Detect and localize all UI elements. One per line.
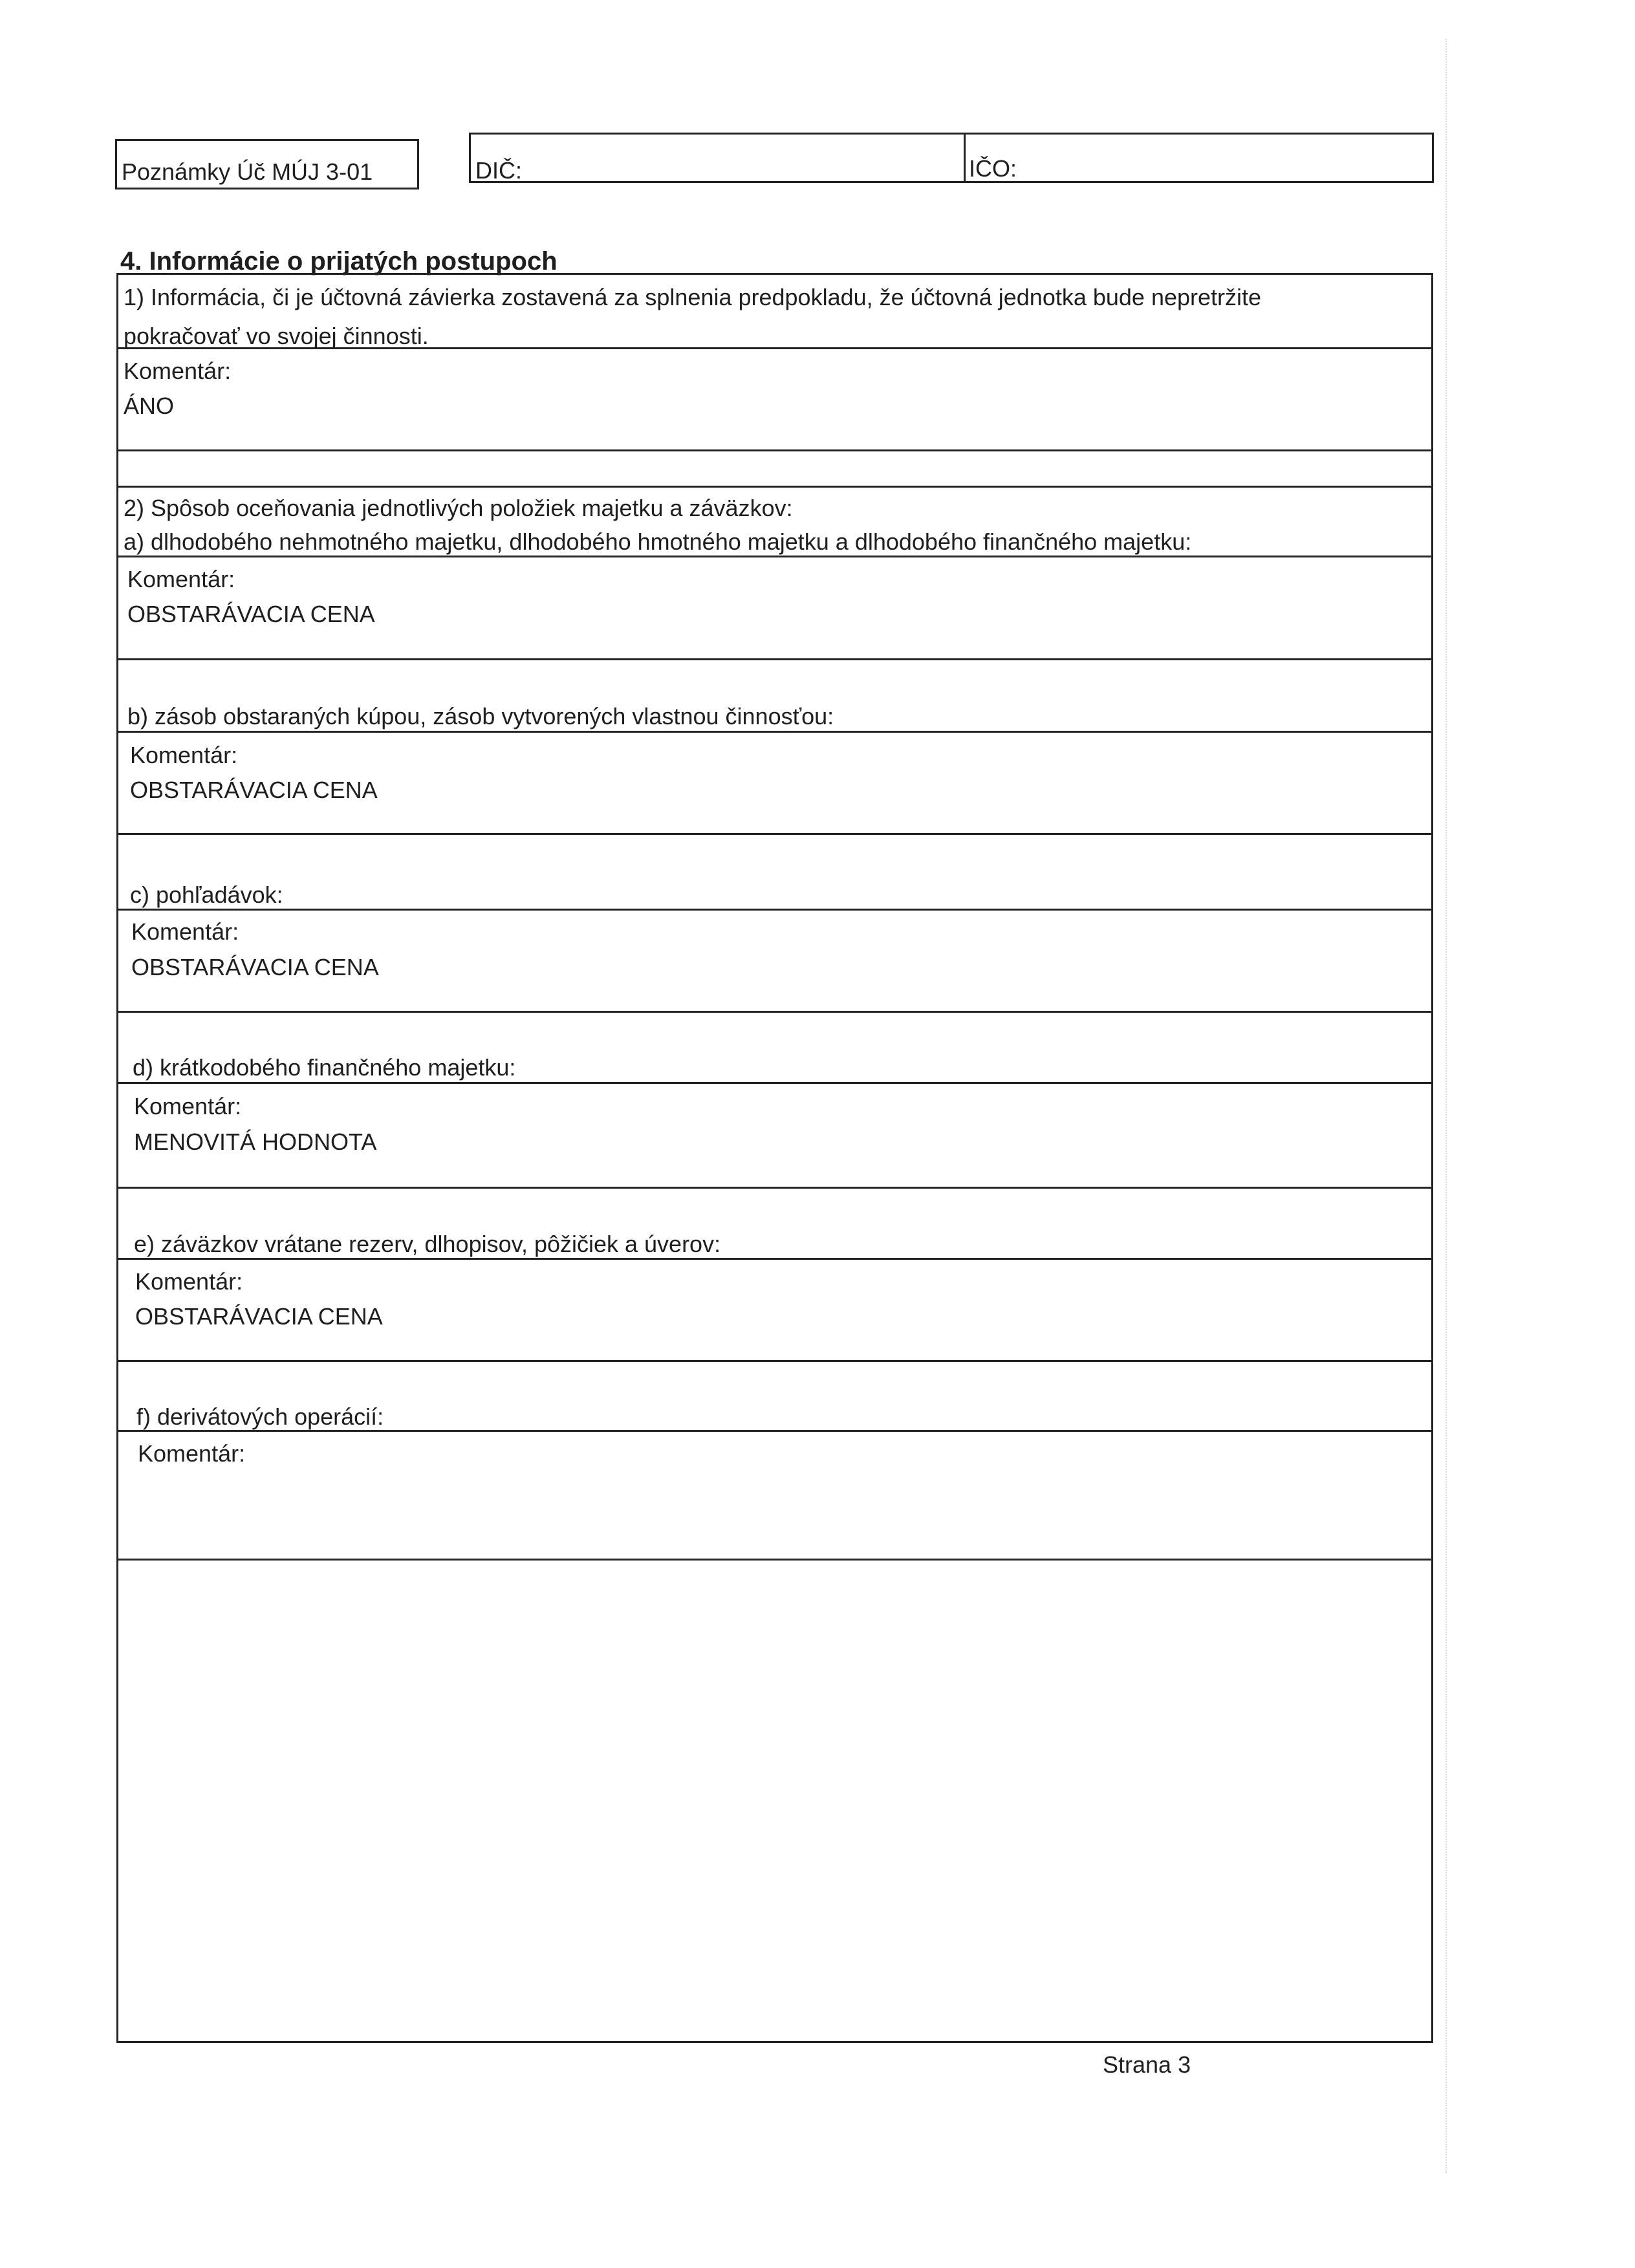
accounting-policies-form [116, 273, 1433, 2043]
q2-item-c-comment-label: Komentár: [131, 918, 239, 945]
q2-item-b-comment-label: Komentár: [130, 742, 238, 768]
q2-item-c-answer: OBSTARÁVACIA CENA [131, 954, 379, 980]
dic-ico-divider [964, 133, 966, 183]
divider [118, 909, 1431, 911]
dic-ico-box [469, 133, 1434, 183]
divider [118, 1559, 1431, 1561]
divider [118, 1082, 1431, 1084]
q2-item-e-label: e) záväzkov vrátane rezerv, dlhopisov, pôžičiek a úverov: [134, 1231, 721, 1257]
q2-item-b-answer: OBSTARÁVACIA CENA [130, 777, 378, 803]
q2-item-e-comment-label: Komentár: [135, 1268, 243, 1295]
divider [118, 833, 1431, 835]
q1-line2: pokračovať vo svojej činnosti. [124, 323, 429, 349]
divider [118, 556, 1431, 557]
q2-item-a-comment-label: Komentár: [127, 566, 235, 592]
q2-item-c-label: c) pohľadávok: [130, 881, 283, 908]
q2-item-f-label: f) derivátových operácií: [136, 1403, 384, 1430]
q1-line1: 1) Informácia, či je účtovná závierka zostavená za splnenia predpokladu, že účtovná jednotka bude nepretržite [124, 284, 1262, 310]
q1-answer: ÁNO [124, 393, 175, 419]
ico-label: IČO: [969, 155, 1017, 182]
scan-edge-mark [1446, 39, 1447, 2173]
divider [118, 1187, 1431, 1189]
divider [118, 1011, 1431, 1013]
form-code: Poznámky Úč MÚJ 3-01 [122, 158, 373, 185]
divider [118, 731, 1431, 733]
q2-item-b-label: b) zásob obstaraných kúpou, zásob vytvorených vlastnou činnosťou: [127, 703, 834, 729]
q1-comment-label: Komentár: [124, 358, 232, 384]
q2-item-a-label: a) dlhodobého nehmotného majetku, dlhodobého hmotného majetku a dlhodobého finančného majetku: [124, 528, 1192, 555]
divider [118, 658, 1431, 660]
q2-item-a-answer: OBSTARÁVACIA CENA [127, 601, 375, 627]
section-title: 4. Informácie o prijatých postupoch [120, 247, 558, 275]
dic-label: DIČ: [475, 157, 522, 184]
divider [118, 449, 1431, 451]
q2-heading: 2) Spôsob oceňovania jednotlivých položiek majetku a záväzkov: [124, 495, 793, 521]
q2-item-d-answer: MENOVITÁ HODNOTA [134, 1129, 377, 1155]
q2-item-f-comment-label: Komentár: [138, 1440, 246, 1467]
q2-item-e-answer: OBSTARÁVACIA CENA [135, 1303, 383, 1330]
divider [118, 486, 1431, 488]
divider [118, 1430, 1431, 1432]
divider [118, 1258, 1431, 1260]
q2-item-d-label: d) krátkodobého finančného majetku: [133, 1054, 516, 1081]
divider [118, 347, 1431, 349]
divider [118, 1360, 1431, 1362]
page-number: Strana 3 [1103, 2051, 1191, 2078]
q2-item-d-comment-label: Komentár: [134, 1093, 242, 1119]
